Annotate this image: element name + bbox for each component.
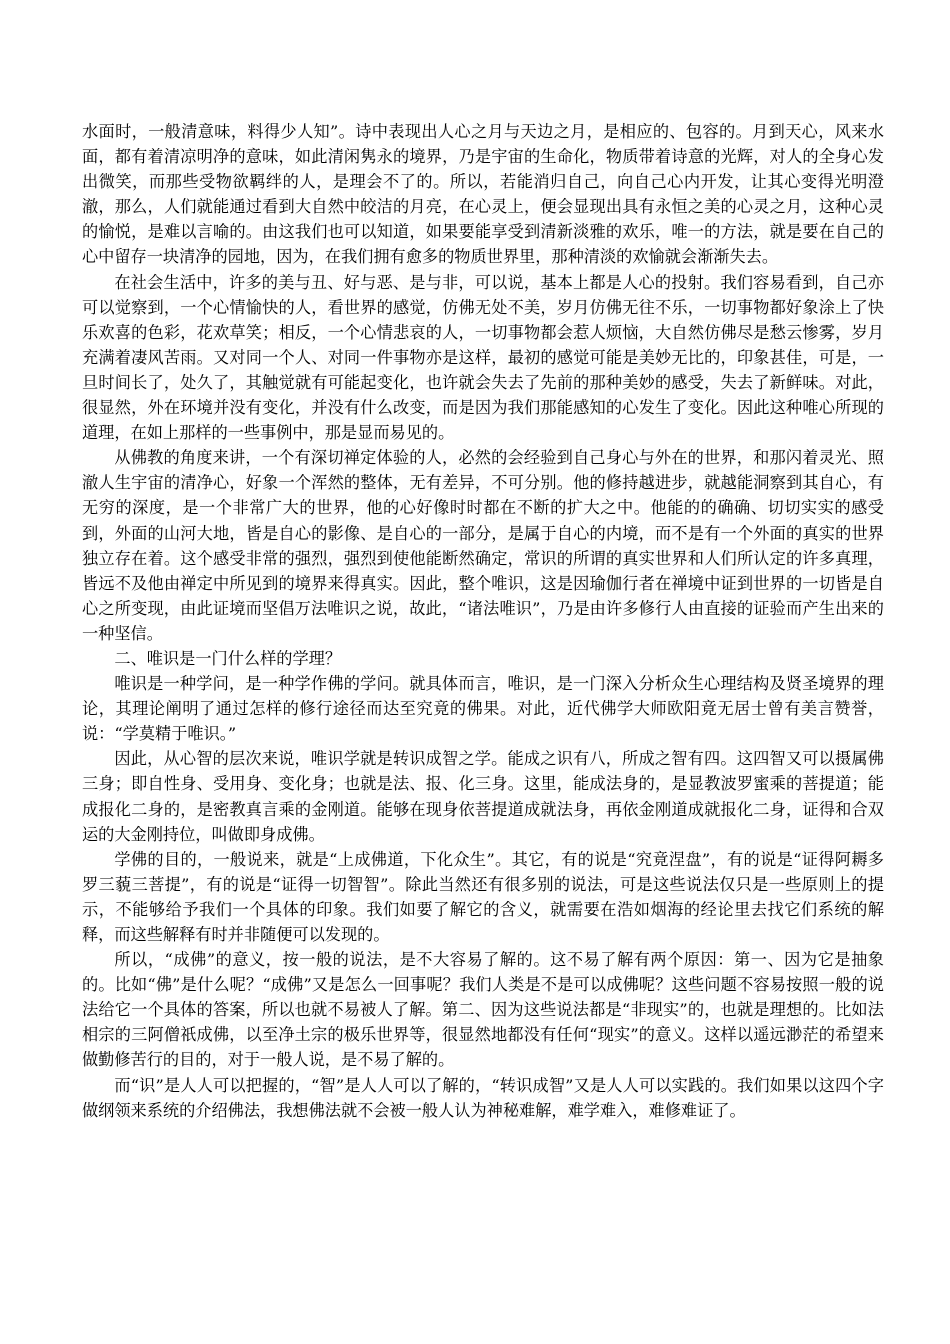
paragraph-conclusion: 而“识”是人人可以把握的，“智”是人人可以了解的，“转识成智”又是人人可以实践的。我们如果以这四个字做纲领来系统的介绍佛法，我想佛法就不会被一般人认为神秘难解，难学难入，难修难证了。: [82, 1075, 884, 1120]
paragraph-becoming-buddha: 所以，“成佛”的意义，按一般的说法，是不大容易了解的。这不易了解有两个原因：第一、因为它是抽象的。比如“佛”是什么呢？“成佛”又是怎么一回事呢？我们人类是不是可以成佛呢？这些问题不容易按照一般的说法给它一个具体的答案，所以也就不易被人了解。第二、因为这些说法都是“非现实”的，也就是理想的。比如法相宗的三阿僧祇成佛，以至净土宗的极乐世界等，很显然地都没有任何“现实”的意义。这样以遥远渺茫的希望来做勤修苦行的目的，对于一般人说，是不易了解的。: [82, 950, 884, 1070]
paragraph-buddhist-view: 从佛教的角度来讲，一个有深切禅定体验的人，必然的会经验到自己身心与外在的世界，和那闪着灵光、照澈人生宇宙的清净心，好象一个浑然的整体，无有差异，不可分别。他的修持越进步，就越能洞察到其自心，有无穷的深度，是一个非常广大的世界，他的心好像时时都在不断的扩大之中。他能的的确确、切切实实的感受到，外面的山河大地，皆是自心的影像、是自心的一部分，是属于自心的内境，而不是有一个外面的真实的世界独立存在着。这个感受非常的强烈，强烈到使他能断然确定，常识的所谓的真实世界和人们所认定的许多真理，皆远不及他由禅定中所见到的境界来得真实。因此，整个唯识，这是因瑜伽行者在禅境中证到世界的一切皆是自心之所变现，由此证境而坚倡万法唯识之说，故此，“诸法唯识”，乃是由许多修行人由直接的证验而产生出来的一种坚信。: [82, 448, 884, 643]
section-heading: 二、唯识是一门什么样的学理？: [114, 648, 342, 668]
paragraph-vijnapti-definition: 唯识是一种学问，是一种学作佛的学问。就具体而言，唯识，是一门深入分析众生心理结构及贤圣境界的理论，其理论阐明了通过怎样的修行途径而达至究竟的佛果。对此，近代佛学大师欧阳竟无居士曾有美言赞誉，说：“学莫精于唯识。”: [82, 674, 884, 744]
paragraph-moon-heart: 水面时，一般清意味，料得少人知”。诗中表现出人心之月与天边之月，是相应的、包容的。月到天心，风来水面，都有着清凉明净的意味，如此清闲隽永的境界，乃是宇宙的生命化，物质带着诗意的光辉，对人的全身心发出微笑，而那些受物欲羁绊的人，是理会不了的。所以，若能消归自己，向自己心内开发，让其心变得光明澄澈，那么，人们就能通过看到大自然中皎洁的月亮，在心灵上，便会显现出具有永恒之美的心灵之月，这种心灵的愉悦，是难以言喻的。由这我们也可以知道，如果要能享受到清新淡雅的欢乐，唯一的方法，就是要在自己的心中留存一块清净的园地，因为，在我们拥有愈多的物质世界里，那种清淡的欢愉就会渐渐失去。: [82, 122, 884, 267]
paragraph-social-life: 在社会生活中，许多的美与丑、好与恶、是与非，可以说，基本上都是人心的投射。我们容易看到，自己亦可以觉察到，一个心情愉快的人，看世界的感觉，仿佛无处不美，岁月仿佛无往不乐，一切事物都好象涂上了快乐欢喜的色彩，花欢草笑；相反，一个心情悲哀的人，一切事物都会惹人烦恼，大自然仿佛尽是愁云惨雾，岁月充满着凄风苦雨。又对同一个人、对同一件事物亦是这样，最初的感觉可能是美妙无比的，印象甚佳，可是，一旦时间长了，处久了，其触觉就有可能起变化，也许就会失去了先前的那种美妙的感受，失去了新鲜味。对此，很显然，外在环境并没有变化，并没有什么改变，而是因为我们那能感知的心发生了变化。因此这种唯心所现的道理，在如上那样的一些事例中，那是显而易见的。: [82, 272, 884, 443]
paragraph-transform-consciousness: 因此，从心智的层次来说，唯识学就是转识成智之学。能成之识有八，所成之智有四。这四智又可以摄属佛三身；即自性身、受用身、变化身；也就是法、报、化三身。这里，能成法身的，是显教波罗蜜乘的菩提道；能成报化二身的，是密教真言乘的金刚道。能够在现身依菩提道成就法身，再依金刚道成就报化二身，证得和合双运的大金刚持位，叫做即身成佛。: [82, 749, 884, 844]
paragraph-purpose-of-buddhism: 学佛的目的，一般说来，就是“上成佛道，下化众生”。其它，有的说是“究竟涅盘”，有的说是“证得阿耨多罗三藐三菩提”，有的说是“证得一切智智”。除此当然还有很多别的说法，可是这些说法仅只是一些原则上的提示，不能够给予我们一个具体的印象。我们如要了解它的含义，就需要在浩如烟海的经论里去找它们系统的解释，而这些解释有时并非随便可以发现的。: [82, 849, 884, 944]
document-page: [82, 119, 884, 1123]
